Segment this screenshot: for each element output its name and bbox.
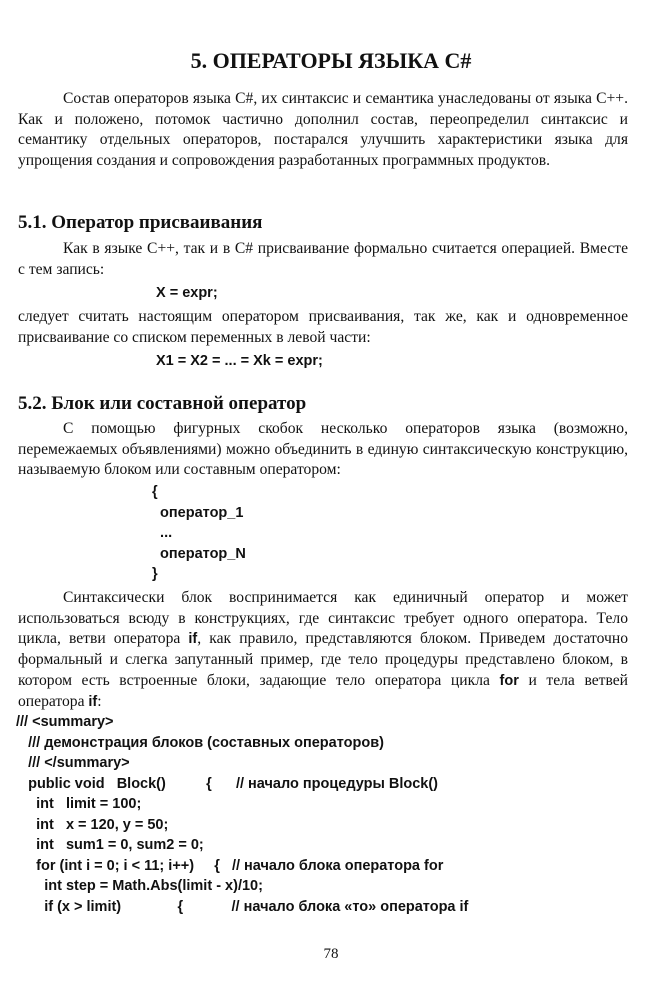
intro-paragraph: Состав операторов языка C#, их синтаксис и семантика унаследованы от языка C++. Как и положено, потомок частично дополнил состав, переопределил синтаксис и семантику отдельных операторов, постарался улучшить характеристики языка для упрощения создания и сопровождения разработанных программных продуктов. [18, 90, 628, 170]
assignment-code: X = expr; [156, 285, 218, 301]
code-listing [16, 712, 468, 917]
paragraph-text: Синтаксически блок воспринимается как единичный оператор и может использоваться всюду в конструкциях, где синтаксис требует одного оператора. Тело цикла, ветви оператора [18, 589, 628, 648]
code-line: if (x > limit) { // начало блока «то» оператора if [16, 898, 469, 915]
block-line: оператор_1 [152, 504, 244, 521]
code-line: /// демонстрация блоков (составных операторов) [16, 734, 384, 751]
section-5-1-paragraph-2: следует считать настоящим оператором присваивания, так же, как и одновременное присваивание со списком переменных в левой части: [18, 308, 628, 346]
keyword-if: if [188, 631, 198, 648]
page-number: 78 [323, 946, 339, 962]
block-line: } [152, 566, 158, 582]
paragraph-text: и тела ветвей оператора [18, 671, 628, 710]
code-line: int x = 120, y = 50; [16, 816, 169, 833]
section-5-2-heading: 5.2. Блок или составной оператор [18, 393, 307, 414]
code-line: for (int i = 0; i < 11; i++) { // начало блока оператора for [16, 857, 444, 874]
code-line: /// <summary> [16, 714, 114, 730]
code-line: int limit = 100; [16, 796, 142, 812]
section-5-2-paragraph-2 [18, 588, 628, 712]
multi-assignment-code: X1 = X2 = ... = Xk = expr; [156, 353, 323, 369]
paragraph-text: , как правило, представляются блоком. Приведем достаточно формальный и слегка запутанный пример, где тело процедуры представлено блоком, в котором есть встроенные блоки, задающие тело оператора цикла [18, 630, 628, 689]
code-line: /// </summary> [16, 755, 130, 771]
code-line: int step = Math.Abs(limit - x)/10; [16, 878, 263, 894]
keyword-if: if [88, 693, 98, 710]
block-line: { [152, 484, 158, 500]
section-5-1-paragraph-1: Как в языке C++, так и в C# присваивание формально считается операцией. Вместе с тем запись: [18, 240, 628, 278]
block-line: оператор_N [152, 545, 246, 562]
code-line: int sum1 = 0, sum2 = 0; [16, 837, 204, 853]
paragraph-text: : [97, 692, 102, 710]
keyword-for: for [499, 672, 519, 689]
chapter-title: 5. ОПЕРАТОРЫ ЯЗЫКА C# [190, 48, 472, 73]
block-line: ... [152, 525, 173, 541]
block-syntax-code [152, 482, 246, 585]
section-5-1-heading: 5.1. Оператор присваивания [18, 212, 263, 233]
code-line: public void Block() { // начало процедуры Block() [16, 775, 438, 792]
section-5-2-paragraph-1: С помощью фигурных скобок несколько операторов языка (возможно, перемежаемых объявлениями) можно объединить в единую синтаксическую конструкцию, называемую блоком или составным оператором: [18, 420, 628, 479]
